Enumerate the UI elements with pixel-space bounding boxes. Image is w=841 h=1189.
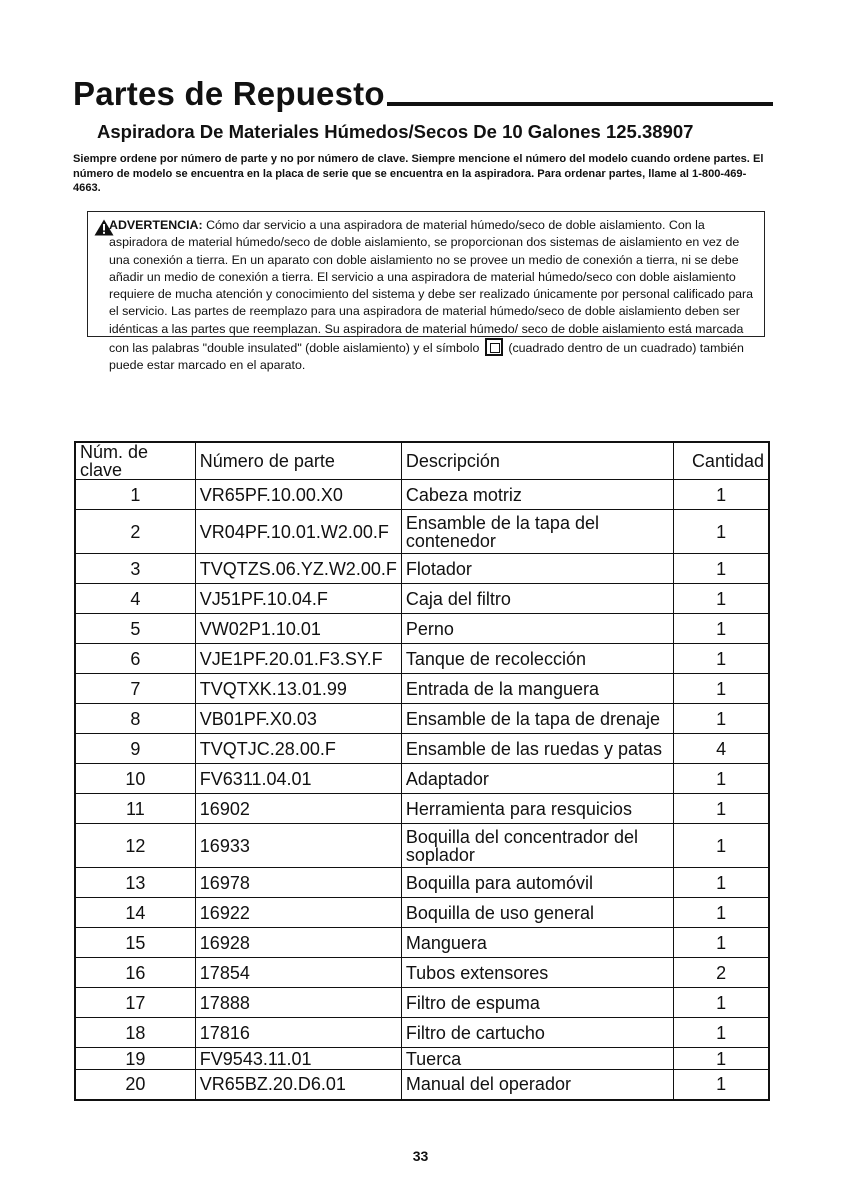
parts-table xyxy=(74,441,770,1101)
table-row xyxy=(75,704,769,734)
part-number-cell: TVQTXK.13.01.99 xyxy=(195,674,401,704)
description-cell: Adaptador xyxy=(401,764,673,794)
key-number-cell: 17 xyxy=(75,988,195,1018)
table-row xyxy=(75,868,769,898)
quantity-cell: 1 xyxy=(674,704,769,734)
description-cell: Boquilla del concentrador del soplador xyxy=(401,824,673,868)
part-number-cell: FV9543.11.01 xyxy=(195,1048,401,1070)
key-number-cell: 11 xyxy=(75,794,195,824)
table-row xyxy=(75,958,769,988)
header-part-number: Número de parte xyxy=(195,442,401,480)
table-row xyxy=(75,614,769,644)
part-number-cell: 16922 xyxy=(195,898,401,928)
part-number-cell: FV6311.04.01 xyxy=(195,764,401,794)
quantity-cell: 1 xyxy=(674,1070,769,1100)
key-number-cell: 10 xyxy=(75,764,195,794)
part-number-cell: 17816 xyxy=(195,1018,401,1048)
warning-body-end: (cuadrado dentro de un cuadrado) también puede estar marcado en el aparato. xyxy=(109,341,744,373)
table-row xyxy=(75,644,769,674)
description-cell: Ensamble de las ruedas y patas xyxy=(401,734,673,764)
warning-body: Cómo dar servicio a una aspiradora de material húmedo/seco de doble aislamiento. Con la aspiradora de material húmedo/seco de doble aislamiento, se proporcionan dos sistemas de aislamiento en vez de una conexión a tierra. En un aparato con doble aislamiento no se provee un medio de conexión a tierra, ni se debe añadir un medio de conexión a tierra. El servicio a una aspiradora de material húmedo/seco con doble aislamiento requiere de mucha atención y conocimiento del sistema y debe ser realizado únicamente por personal calificado para el servicio. Las partes de reemplazo para una aspiradora de material húmedo/seco de doble aislamiento deben ser idénticas a las partes que reemplazan. Su aspiradora de material húmedo/ seco de doble aislamiento está marcada con las palabras "double insulated" (doble aislamiento) y el símbolo xyxy=(109,218,753,356)
header-quantity: Cantidad xyxy=(674,442,769,480)
table-row xyxy=(75,554,769,584)
description-cell: Ensamble de la tapa del contenedor xyxy=(401,510,673,554)
part-number-cell: TVQTJC.28.00.F xyxy=(195,734,401,764)
part-number-cell: VR65PF.10.00.X0 xyxy=(195,480,401,510)
table-row xyxy=(75,898,769,928)
table-row xyxy=(75,928,769,958)
part-number-cell: 16902 xyxy=(195,794,401,824)
description-cell: Tanque de recolección xyxy=(401,644,673,674)
description-cell: Boquilla de uso general xyxy=(401,898,673,928)
quantity-cell: 1 xyxy=(674,554,769,584)
quantity-cell: 1 xyxy=(674,898,769,928)
table-header-row xyxy=(75,442,769,480)
table-row xyxy=(75,988,769,1018)
key-number-cell: 14 xyxy=(75,898,195,928)
part-number-cell: 16928 xyxy=(195,928,401,958)
description-cell: Caja del filtro xyxy=(401,584,673,614)
key-number-cell: 1 xyxy=(75,480,195,510)
quantity-cell: 1 xyxy=(674,988,769,1018)
table-row xyxy=(75,794,769,824)
key-number-cell: 8 xyxy=(75,704,195,734)
title-rule xyxy=(387,102,773,106)
ordering-instructions: Siempre ordene por número de parte y no por número de clave. Siempre mencione el número del modelo cuando ordene partes. El número de modelo se encuentra en la placa de serie que se encuentra en la aspiradora. Para ordenar partes, llame al 1-800-469-4663. xyxy=(73,153,764,194)
description-cell: Manguera xyxy=(401,928,673,958)
quantity-cell: 1 xyxy=(674,1018,769,1048)
description-cell: Flotador xyxy=(401,554,673,584)
table-row xyxy=(75,1048,769,1070)
key-number-cell: 20 xyxy=(75,1070,195,1100)
table-row xyxy=(75,480,769,510)
double-insulated-symbol-icon xyxy=(485,338,503,356)
header-description: Descripción xyxy=(401,442,673,480)
quantity-cell: 1 xyxy=(674,510,769,554)
description-cell: Tuerca xyxy=(401,1048,673,1070)
part-number-cell: VJ51PF.10.04.F xyxy=(195,584,401,614)
quantity-cell: 2 xyxy=(674,958,769,988)
part-number-cell: 16933 xyxy=(195,824,401,868)
description-cell: Entrada de la manguera xyxy=(401,674,673,704)
key-number-cell: 18 xyxy=(75,1018,195,1048)
description-cell: Perno xyxy=(401,614,673,644)
key-number-cell: 4 xyxy=(75,584,195,614)
part-number-cell: 17888 xyxy=(195,988,401,1018)
description-cell: Filtro de espuma xyxy=(401,988,673,1018)
key-number-cell: 7 xyxy=(75,674,195,704)
warning-text xyxy=(109,217,759,375)
description-cell: Manual del operador xyxy=(401,1070,673,1100)
page-number: 33 xyxy=(412,1148,429,1164)
page-title: Partes de Repuesto xyxy=(73,75,385,112)
key-number-cell: 16 xyxy=(75,958,195,988)
quantity-cell: 1 xyxy=(674,480,769,510)
quantity-cell: 1 xyxy=(674,928,769,958)
description-cell: Boquilla para automóvil xyxy=(401,868,673,898)
warning-heading: ADVERTENCIA: xyxy=(109,218,203,232)
part-number-cell: TVQTZS.06.YZ.W2.00.F xyxy=(195,554,401,584)
table-row xyxy=(75,1070,769,1100)
description-cell: Herramienta para resquicios xyxy=(401,794,673,824)
part-number-cell: 17854 xyxy=(195,958,401,988)
part-number-cell: VR65BZ.20.D6.01 xyxy=(195,1070,401,1100)
key-number-cell: 2 xyxy=(75,510,195,554)
key-number-cell: 3 xyxy=(75,554,195,584)
quantity-cell: 1 xyxy=(674,614,769,644)
warning-triangle-icon xyxy=(94,219,114,236)
page-title-row xyxy=(73,70,773,110)
quantity-cell: 4 xyxy=(674,734,769,764)
quantity-cell: 1 xyxy=(674,674,769,704)
table-row xyxy=(75,764,769,794)
key-number-cell: 6 xyxy=(75,644,195,674)
part-number-cell: VB01PF.X0.03 xyxy=(195,704,401,734)
part-number-cell: VR04PF.10.01.W2.00.F xyxy=(195,510,401,554)
quantity-cell: 1 xyxy=(674,868,769,898)
part-number-cell: VJE1PF.20.01.F3.SY.F xyxy=(195,644,401,674)
key-number-cell: 15 xyxy=(75,928,195,958)
key-number-cell: 13 xyxy=(75,868,195,898)
quantity-cell: 1 xyxy=(674,644,769,674)
product-subtitle: Aspiradora De Materiales Húmedos/Secos De 10 Galones 125.38907 xyxy=(97,121,694,142)
table-row xyxy=(75,510,769,554)
key-number-cell: 19 xyxy=(75,1048,195,1070)
table-row xyxy=(75,734,769,764)
description-cell: Filtro de cartucho xyxy=(401,1018,673,1048)
description-cell: Tubos extensores xyxy=(401,958,673,988)
table-row xyxy=(75,584,769,614)
warning-box xyxy=(87,211,765,373)
header-key-number: Núm. de clave xyxy=(75,442,195,480)
key-number-cell: 9 xyxy=(75,734,195,764)
table-row xyxy=(75,674,769,704)
quantity-cell: 1 xyxy=(674,584,769,614)
key-number-cell: 5 xyxy=(75,614,195,644)
quantity-cell: 1 xyxy=(674,1048,769,1070)
quantity-cell: 1 xyxy=(674,824,769,868)
table-row xyxy=(75,824,769,868)
quantity-cell: 1 xyxy=(674,794,769,824)
key-number-cell: 12 xyxy=(75,824,195,868)
table-row xyxy=(75,1018,769,1048)
description-cell: Cabeza motriz xyxy=(401,480,673,510)
quantity-cell: 1 xyxy=(674,764,769,794)
description-cell: Ensamble de la tapa de drenaje xyxy=(401,704,673,734)
part-number-cell: 16978 xyxy=(195,868,401,898)
part-number-cell: VW02P1.10.01 xyxy=(195,614,401,644)
